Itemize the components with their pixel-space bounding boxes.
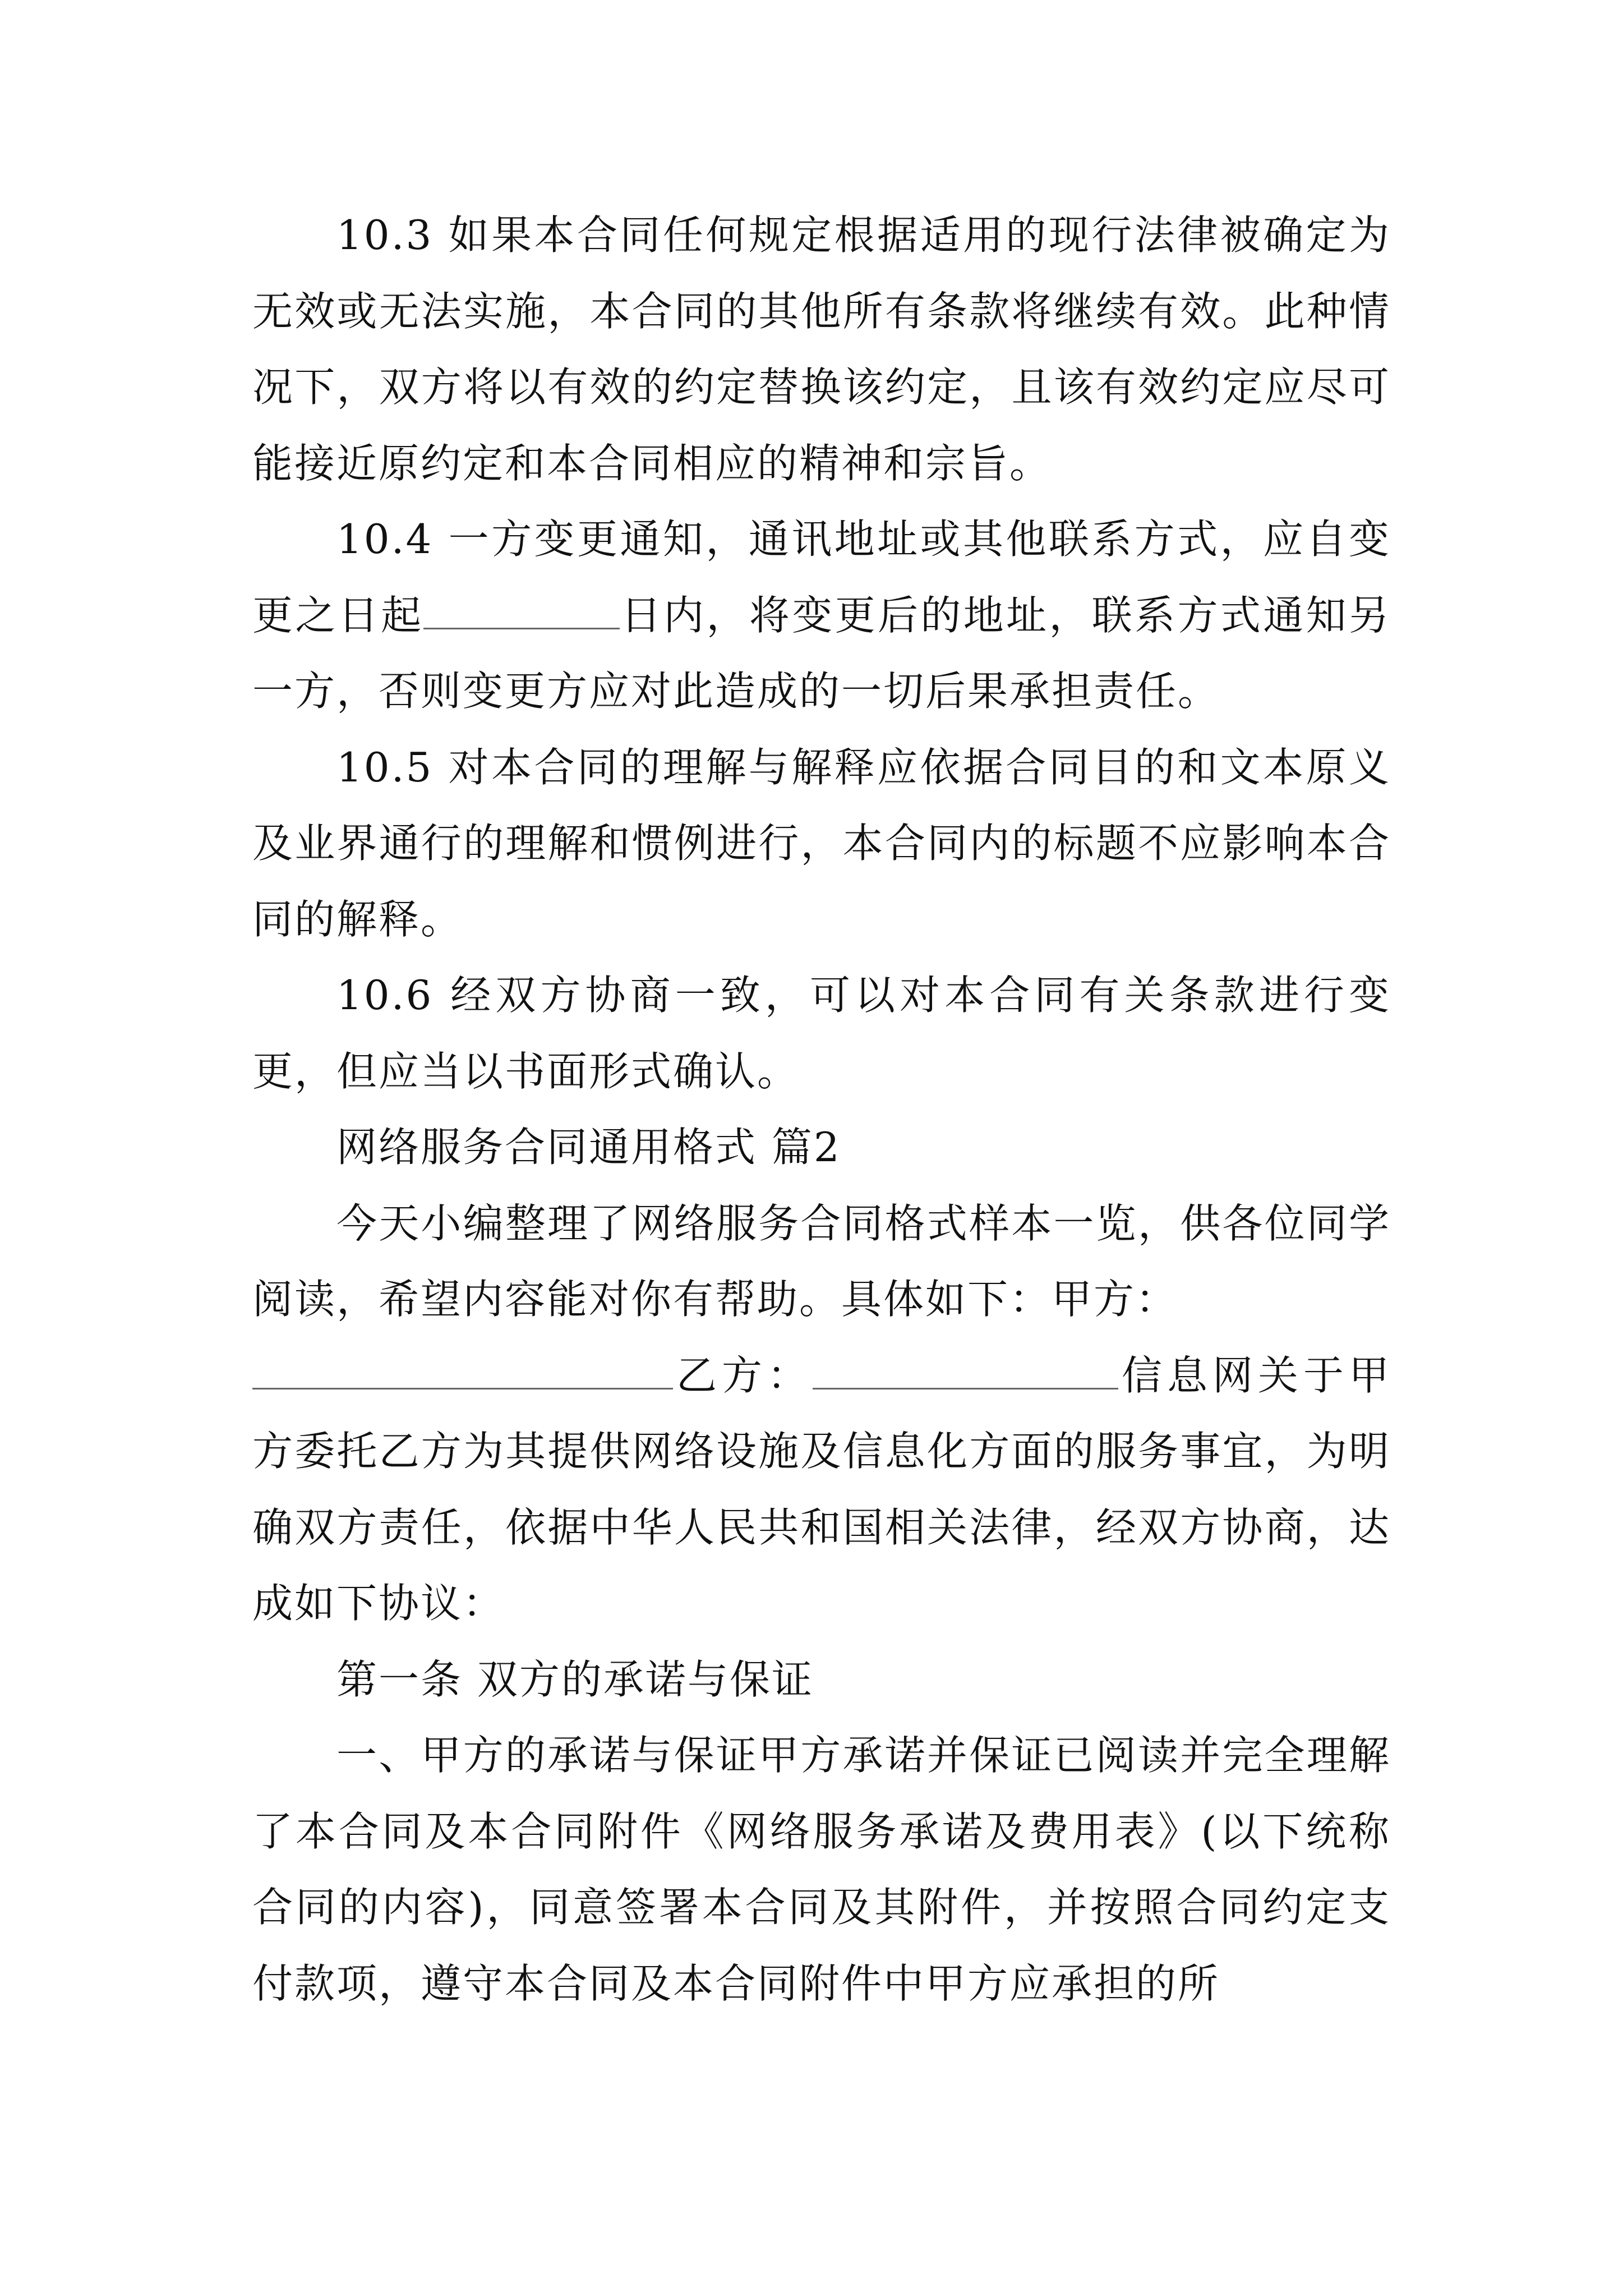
clause-10-4	[252, 501, 1391, 730]
party-line	[252, 1338, 1391, 1642]
days-blank-field	[423, 588, 620, 629]
party-b-blank-field	[813, 1349, 1118, 1389]
clause-10-4-text-before: 10.4 一方变更通知，通讯地址或其他联系方式，应自变更之日起	[252, 516, 1391, 639]
article-1-heading: 第一条 双方的承诺与保证	[336, 1655, 814, 1703]
party-a-blank-field	[252, 1349, 673, 1389]
intro-paragraph	[252, 1186, 1391, 1642]
clause-10-6: 10.6 经双方协商一致，可以对本合同有关条款进行变更，但应当以书面形式确认。	[252, 972, 1391, 1095]
intro-text-after: 信息网关于甲方委托乙方为其提供网络设施及信息化方面的服务事宜，为明确双方责任，依据中华人民共和国相关法律，经双方协商，达成如下协议：	[252, 1351, 1391, 1627]
party-b-label: 乙方：	[673, 1351, 813, 1399]
clause-10-5: 10.5 对本合同的理解与解释应依据合同目的和文本原义及业界通行的理解和惯例进行，本合同内的标题不应影响本合同的解释。	[252, 743, 1391, 943]
clause-10-4-text-after: 日内，将变更后的地址，联系方式通知另一方，否则变更方应对此造成的一切后果承担责任。	[252, 591, 1391, 715]
article-1-party-a: 一、甲方的承诺与保证甲方承诺并保证已阅读并完全理解了本合同及本合同附件《网络服务承诺及费用表》(以下统称合同的内容)，同意签署本合同及其附件，并按照合同约定支付款项，遵守本合同及本合同附件中甲方应承担的所	[252, 1732, 1391, 2007]
document-body	[252, 197, 1391, 2022]
section-heading: 网络服务合同通用格式 篇2	[336, 1124, 841, 1171]
clause-10-3: 10.3 如果本合同任何规定根据适用的现行法律被确定为无效或无法实施，本合同的其他所有条款将继续有效。此种情况下，双方将以有效的约定替换该约定，且该有效约定应尽可能接近原约定和本合同相应的精神和宗旨。	[252, 211, 1391, 487]
intro-text: 今天小编整理了网络服务合同格式样本一览，供各位同学阅读，希望内容能对你有帮助。具体如下：甲方：	[252, 1199, 1391, 1323]
